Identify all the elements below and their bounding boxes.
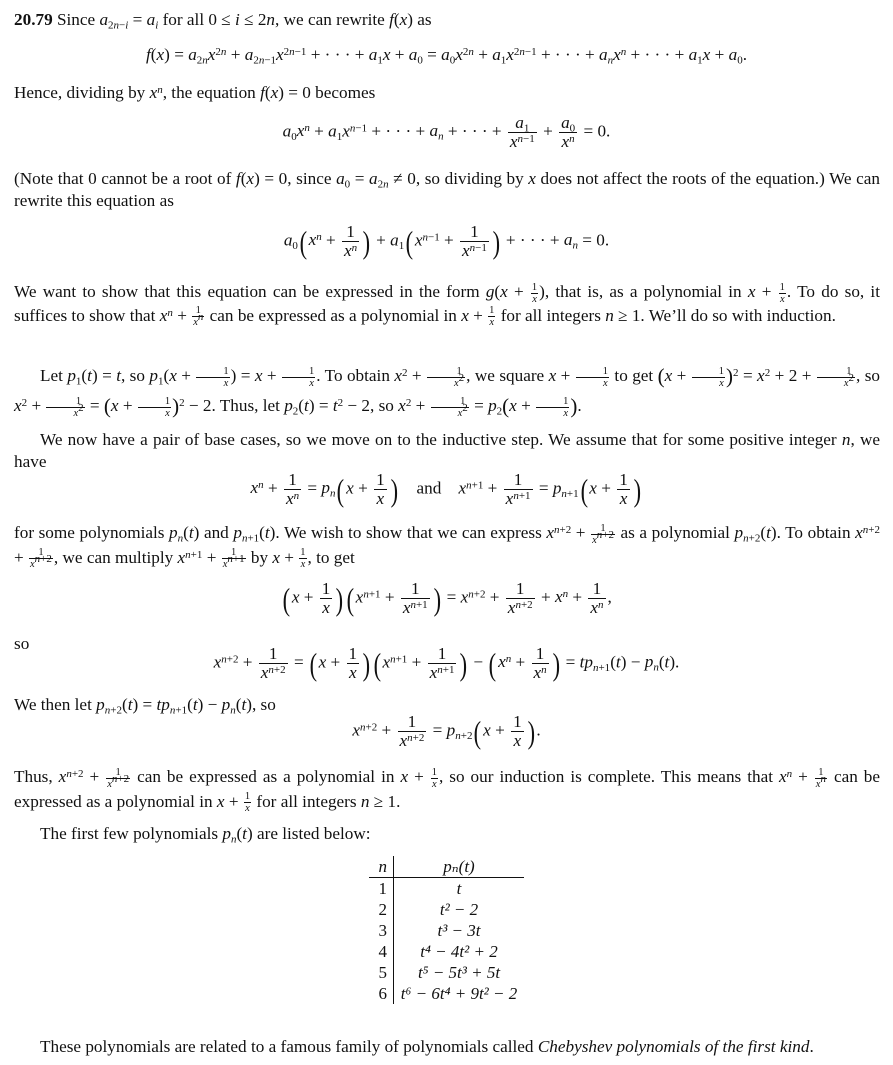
table-cell-n: 1: [369, 878, 394, 900]
table-cell-polynomial: t⁵ − 5t³ + 5t: [417, 963, 501, 982]
table-cell-polynomial: t⁶ − 6t⁴ + 9t² − 2: [400, 984, 518, 1003]
table-row: [369, 983, 524, 1004]
thus-paragraph: Thus, $x^{n+2}$ + $\frac{1}{x^{n+2}}$ can be expressed as a polynomial in x + $\frac{1}{x}$ , so our induction is complete. This means that $x^n$ + $\frac{1}{x^n}$ can be expressed as a polynomial in x + $\frac{1}{x}$ for all integers n ≥ 1.: [14, 766, 880, 815]
table-row: [369, 920, 524, 941]
table-cell-n: 5: [369, 962, 394, 983]
polynomial-table: [369, 856, 524, 1004]
equation-conclusion: $x^{n+2}$ + $\frac{1}{x^{n+2}}$ = $p_{n+2}(x$ + $\frac{1}{x}$ ).: [352, 712, 541, 750]
base-case-paragraph: Let $p_1(t) = t$, so $p_1(x$ + $\frac{1}{x}$ ) = x + $\frac{1}{x}$ . To obtain $x^2$ + $\frac{1}{x^2}$ , we square x + $\frac{1}{x}$ to get (x + $\frac{1}{x}$ )$^2 = x^2 + 2$ + $\frac{1}{x^2}$ , so $x^2$ + $\frac{1}{x^2}$ = (x + $\frac{1}{x}$ )$^2$ − 2. Thus, let $p_2(t) = t^2 - 2$, so $x^2$ + $\frac{1}{x^2}$ = $p_2(x$ + $\frac{1}{x}$ ).: [14, 364, 880, 419]
forsome-paragraph: for some polynomials $p_n(t)$ and $p_{n+1}(t)$. We wish to show that we can express $x^{n+2}$ + $\frac{1}{x^{n+2}}$ as a polynomial $p_{n+2}(t)$. To obtain $x^{n+2}$ + $\frac{1}{x^{n+2}}$ , we can multiply $x^{n+1}$ + $\frac{1}{x^{n+1}}$ by x + $\frac{1}{x}$ , to get: [14, 522, 880, 571]
note-paragraph: (Note that 0 cannot be a root of f(x) = 0, since $a_0 = a_{2n} \ne 0$, so dividing by x does not affect the roots of the equation.) We can rewrite this equation as: [14, 169, 881, 210]
table-cell-n: 6: [369, 983, 394, 1004]
intro-paragraph: [14, 9, 880, 31]
table-cell-polynomial: t⁴ − 4t² + 2: [420, 942, 498, 961]
equation-paired: $a_0(x^n$ + $\frac{1}{x^n}$ ) + $a_1(x^{n-1}$ + $\frac{1}{x^{n-1}}$ ) + · · · + $a_n = 0$.: [283, 222, 610, 260]
table-row: [369, 899, 524, 920]
table-row: [369, 941, 524, 962]
first-few-paragraph: The first few polynomials $p_n(t)$ are listed below:: [40, 824, 371, 846]
equation-divided: $a_0x^n + a_1x^{n-1}$ + · · · + $a_n$ + · · · + $\frac{a_1}{x^{n-1}}$ + $\frac{a_0}{x^n}$ = 0.: [282, 113, 611, 151]
table-cell-polynomial: t³ − 3t: [437, 921, 481, 940]
let-paragraph: We then let $p_{n+2}(t) = tp_{n+1}(t) - p_n(t)$, so: [14, 695, 276, 717]
table-header-row: [369, 856, 524, 878]
so-text: so: [14, 634, 30, 653]
table-row: [369, 878, 524, 900]
table-row: [369, 962, 524, 983]
equation-product: (x + $\frac{1}{x}$ )($x^{n+1}$ + $\frac{1}{x^{n+1}}$ ) = $x^{n+2}$ + $\frac{1}{x^{n+2}}$ + $x^n$ + $\frac{1}{x^n}$ ,: [282, 579, 612, 617]
table-cell-n: 2: [369, 899, 394, 920]
table-header-pn: pₙ(t): [394, 856, 525, 878]
divide-paragraph: Hence, dividing by $x^n$, the equation f(x) = 0 becomes: [14, 83, 376, 102]
table-cell-polynomial: t: [456, 879, 462, 898]
table-cell-n: 3: [369, 920, 394, 941]
table-header-n: n: [369, 856, 394, 878]
intro-text: Since $a_{2n-i} = a_i$ for all 0 ≤ i ≤ 2n, we can rewrite f(x) as: [52, 10, 432, 32]
equation-hypothesis: $x^n$ + $\frac{1}{x^n}$ = $p_n(x$ + $\frac{1}{x}$ ) and $x^{n+1}$ + $\frac{1}{x^{n+1}}$ = $p_{n+1}(x$ + $\frac{1}{x}$ ): [250, 470, 641, 508]
want-paragraph: We want to show that this equation can be expressed in the form g(x + $\frac{1}{x}$ ), that is, as a polynomial in x + $\frac{1}{x}$ . To do so, it suffices to show that $x^n$ + $\frac{1}{x^n}$ can be expressed as a polynomial in x + $\frac{1}{x}$ for all integers n ≥ 1. We’ll do so with induction.: [14, 281, 880, 329]
table-cell-polynomial: t² − 2: [439, 900, 479, 919]
inductive-paragraph: We now have a pair of base cases, so we move on to the inductive step. We assume that for some positive integer n, we have: [14, 430, 880, 471]
equation-recurrence: $x^{n+2}$ + $\frac{1}{x^{n+2}}$ = (x + $\frac{1}{x}$ )($x^{n+1}$ + $\frac{1}{x^{n+1}}$ ) − ($x^n$ + $\frac{1}{x^n}$ ) = $tp_{n+1}(t) - p_n(t)$.: [213, 644, 680, 682]
final-paragraph: These polynomials are related to a famous family of polynomials called Chebyshev polynomials of the first kind.: [40, 1037, 814, 1056]
problem-number: 20.79: [14, 10, 53, 29]
table-cell-n: 4: [369, 941, 394, 962]
equation-f-rewrite: $f(x) = a_{2n}x^{2n} + a_{2n-1}x^{2n-1}$ + · · · + $a_1x + a_0 = a_0x^{2n} + a_1x^{2n-1}$ + · · · + $a_nx^n$ + · · · + $a_1x + a_0$.: [146, 45, 747, 67]
